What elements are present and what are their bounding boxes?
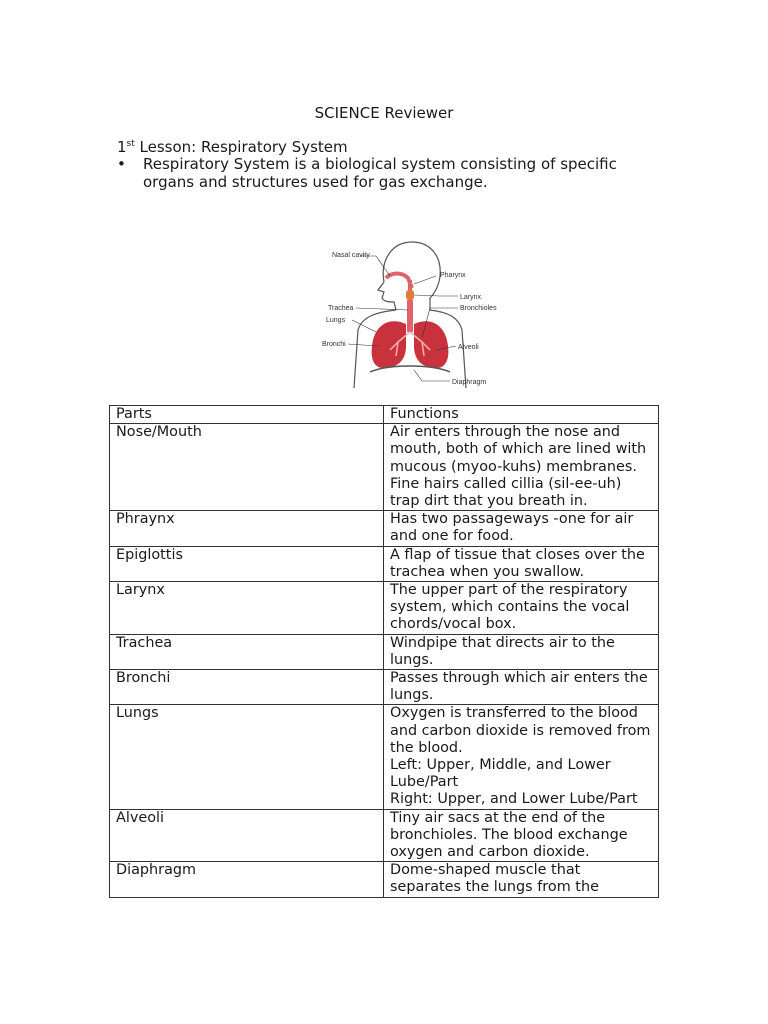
part-function-cell: Air enters through the nose and mouth, both of which are lined with mucous (myoo-kuhs) membranes. Fine hairs called cillia (sil-ee-uh) trap dirt that you breath in. xyxy=(384,424,659,511)
part-name-cell: Phraynx xyxy=(110,511,384,546)
header-functions: Functions xyxy=(384,406,659,424)
table-row xyxy=(110,546,659,581)
part-name-cell: Alveoli xyxy=(110,809,384,862)
parts-functions-table xyxy=(109,405,659,898)
header-parts: Parts xyxy=(110,406,384,424)
part-name-cell: Trachea xyxy=(110,634,384,669)
label-bronchi: Bronchi xyxy=(322,341,346,348)
lesson-heading xyxy=(117,138,348,156)
part-function-cell: The upper part of the respiratory system, which contains the vocal chords/vocal box. xyxy=(384,582,659,635)
table-row xyxy=(110,809,659,862)
part-name-cell: Epiglottis xyxy=(110,546,384,581)
part-function-cell: Tiny air sacs at the end of the bronchioles. The blood exchange oxygen and carbon dioxide. xyxy=(384,809,659,862)
table-row xyxy=(110,634,659,669)
lesson-ordinal-suffix: st xyxy=(126,139,135,149)
label-bronchioles: Bronchioles xyxy=(460,305,497,312)
part-name-cell: Larynx xyxy=(110,582,384,635)
label-alveoli: Alveoli xyxy=(458,344,479,351)
part-function-cell: Windpipe that directs air to the lungs. xyxy=(384,634,659,669)
document-title: SCIENCE Reviewer xyxy=(314,104,454,122)
bullet-text: Respiratory System is a biological system consisting of specific organs and structures used for gas exchange. xyxy=(143,155,617,191)
table-row xyxy=(110,862,659,897)
trachea-shape xyxy=(407,300,413,332)
respiratory-system-diagram xyxy=(318,238,498,390)
part-function-cell: Has two passageways -one for air and one for food. xyxy=(384,511,659,546)
larynx-shape xyxy=(406,290,414,300)
bullet-marker: • xyxy=(117,155,126,173)
table-row xyxy=(110,582,659,635)
part-function-cell: Oxygen is transferred to the blood and carbon dioxide is removed from the blood. Left: Upper, Middle, and Lower Lube/Part Right: Upper, and Lower Lube/Part xyxy=(384,705,659,809)
label-larynx: Larynx xyxy=(460,294,482,301)
label-trachea: Trachea xyxy=(328,305,354,312)
diagram-svg xyxy=(318,238,498,390)
table-row xyxy=(110,670,659,705)
table-row xyxy=(110,511,659,546)
part-function-cell: Dome-shaped muscle that separates the lungs from the xyxy=(384,862,659,897)
label-nasal-cavity: Nasal cavity xyxy=(332,252,370,259)
part-name-cell: Lungs xyxy=(110,705,384,809)
label-pharynx: Pharynx xyxy=(440,272,466,279)
part-function-cell: A flap of tissue that closes over the trachea when you swallow. xyxy=(384,546,659,581)
table-row xyxy=(110,705,659,809)
table-row xyxy=(110,424,659,511)
lesson-ordinal: 1 xyxy=(117,138,127,156)
label-lungs: Lungs xyxy=(326,317,346,324)
part-function-cell: Passes through which air enters the lungs. xyxy=(384,670,659,705)
label-diaphragm: Diaphragm xyxy=(452,379,487,386)
part-name-cell: Diaphragm xyxy=(110,862,384,897)
part-name-cell: Bronchi xyxy=(110,670,384,705)
table-body xyxy=(110,406,659,898)
table-header-row xyxy=(110,406,659,424)
part-name-cell: Nose/Mouth xyxy=(110,424,384,511)
lesson-title: Lesson: Respiratory System xyxy=(134,138,348,156)
